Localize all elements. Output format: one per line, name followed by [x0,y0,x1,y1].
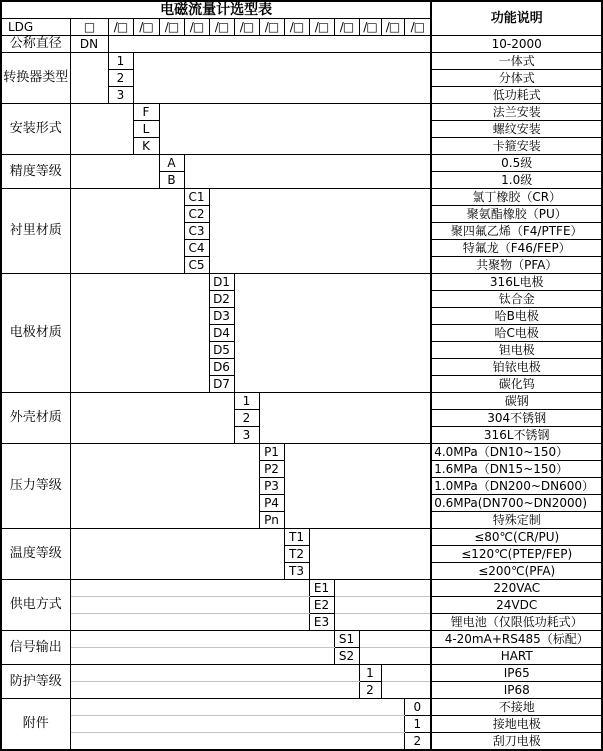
model-code-box: /□ [133,19,159,36]
model-code-box: /□ [284,19,309,36]
option-function: 24VDC [431,597,602,614]
model-code-box: /□ [334,19,359,36]
option-function: 低功耗式 [431,87,602,104]
option-function: ≤120℃(PTEP/FEP) [431,546,602,563]
option-function: 4.0MPa（DN10~150） [431,444,602,461]
option-code: P4 [259,495,284,512]
spacer [70,104,133,155]
option-code: D5 [209,342,234,359]
table-row [1,648,602,665]
option-code: 2 [404,733,431,751]
option-code: 1 [234,393,259,410]
spacer [309,529,431,580]
spacer [70,614,309,631]
spacer [70,393,234,444]
spacer [70,580,309,597]
spacer [70,597,309,614]
spacer [70,631,334,648]
option-function: 钽电极 [431,342,602,359]
table-row [1,529,602,546]
spacer [334,614,431,631]
option-function: 哈C电极 [431,325,602,342]
option-function: 氯丁橡胶（CR） [431,189,602,206]
spacer [133,53,431,104]
option-function: 1.6MPa（DN15~150） [431,461,602,478]
table-row [1,682,602,699]
option-code: 2 [234,410,259,427]
option-function: 1.0级 [431,172,602,189]
option-function: 特殊定制 [431,512,602,529]
spacer [70,716,404,733]
option-code: C5 [184,257,209,274]
option-code: T2 [284,546,309,563]
option-function: 钛合金 [431,291,602,308]
option-code: E2 [309,597,334,614]
option-function: 锂电池（仅限低功耗式） [431,614,602,631]
option-code: K [133,138,159,155]
category-label: 电极材质 [1,274,70,393]
option-function: 碳化钨 [431,376,602,393]
category-label: 衬里材质 [1,189,70,274]
spacer [70,189,184,274]
option-function: 接地电极 [431,716,602,733]
model-code-box: □ [70,19,108,36]
option-code: C3 [184,223,209,240]
table-row [1,274,602,291]
option-function: 10-2000 [431,36,602,53]
spacer [359,631,431,648]
table-row [1,104,602,121]
table-row [1,580,602,597]
category-label: 信号输出 [1,631,70,665]
model-code-box: /□ [209,19,234,36]
spacer [70,274,209,393]
option-function: IP68 [431,682,602,699]
category-label: 压力等级 [1,444,70,529]
spacer [334,580,431,597]
option-function: HART [431,648,602,665]
spacer [70,648,334,665]
table-row [1,36,602,53]
option-function: ≤80℃(CR/PU) [431,529,602,546]
option-code: T1 [284,529,309,546]
option-code: D7 [209,376,234,393]
option-function: 聚氨酯橡胶（PU） [431,206,602,223]
option-code: T3 [284,563,309,580]
option-code: D4 [209,325,234,342]
spacer [381,682,431,699]
model-code-box: /□ [404,19,431,36]
model-prefix: LDG [1,19,70,36]
category-label: 防护等级 [1,665,70,699]
category-label: 温度等级 [1,529,70,580]
option-function: 铂铱电极 [431,359,602,376]
table-row [1,699,602,716]
spacer [184,155,431,189]
option-function: IP65 [431,665,602,682]
category-label: 外壳材质 [1,393,70,444]
table-row [1,155,602,172]
table-row [1,444,602,461]
table-row [1,53,602,70]
option-function: 共聚物（PFA） [431,257,602,274]
option-function: 0.5级 [431,155,602,172]
category-label: 转换器类型 [1,53,70,104]
spacer [70,529,284,580]
option-code: 1 [404,716,431,733]
option-code: D6 [209,359,234,376]
table-row [1,733,602,751]
option-code: D2 [209,291,234,308]
spacer [70,155,159,189]
spacer [108,36,431,53]
option-code: E3 [309,614,334,631]
option-function: 不接地 [431,699,602,716]
spacer [70,682,359,699]
option-code: 2 [359,682,381,699]
option-code: 3 [108,87,133,104]
option-code: L [133,121,159,138]
table-row [1,393,602,410]
table-body [1,1,602,750]
option-function: 卡箍安装 [431,138,602,155]
category-label: 安装形式 [1,104,70,155]
option-function: 哈B电极 [431,308,602,325]
option-code: P3 [259,478,284,495]
option-code: 1 [359,665,381,682]
table-row [1,189,602,206]
table-row [1,716,602,733]
option-code: C4 [184,240,209,257]
spacer [284,444,431,529]
spacer [70,444,259,529]
option-function: 碳钢 [431,393,602,410]
table-row [1,1,602,19]
option-code: 3 [234,427,259,444]
model-code-box: /□ [108,19,133,36]
spacer [381,665,431,682]
option-code: C1 [184,189,209,206]
option-function: 刮刀电极 [431,733,602,751]
option-code: E1 [309,580,334,597]
model-code-box: /□ [184,19,209,36]
option-function: 220VAC [431,580,602,597]
category-label: 精度等级 [1,155,70,189]
option-code: C2 [184,206,209,223]
table-row [1,665,602,682]
option-function: 聚四氟乙烯（F4/PTFE） [431,223,602,240]
model-code-box: /□ [309,19,334,36]
option-code: 2 [108,70,133,87]
option-function: 304不锈钢 [431,410,602,427]
model-code-box: /□ [381,19,404,36]
option-code: 0 [404,699,431,716]
option-function: 特氟龙（F46/FEP） [431,240,602,257]
option-code: Pn [259,512,284,529]
option-function: 316L电极 [431,274,602,291]
spacer [209,189,431,274]
option-function: 分体式 [431,70,602,87]
table-row [1,597,602,614]
page-title: 电磁流量计选型表 [1,1,431,19]
table-row [1,631,602,648]
spacer [259,393,431,444]
option-code: P2 [259,461,284,478]
table-row [1,614,602,631]
option-function: 1.0MPa（DN200~DN600） [431,478,602,495]
category-label: 供电方式 [1,580,70,631]
model-code-box: /□ [259,19,284,36]
option-code: P1 [259,444,284,461]
option-code: S2 [334,648,359,665]
option-code: 1 [108,53,133,70]
option-function: 一体式 [431,53,602,70]
option-code: A [159,155,184,172]
option-function: 4-20mA+RS485（标配） [431,631,602,648]
option-code: B [159,172,184,189]
spacer [70,733,404,751]
option-code: S1 [334,631,359,648]
spacer [159,104,431,155]
model-code-box: /□ [159,19,184,36]
option-function: 螺纹安装 [431,121,602,138]
option-code: F [133,104,159,121]
model-code-box: /□ [359,19,381,36]
spacer [70,53,108,104]
category-label: 附件 [1,699,70,751]
option-function: ≤200℃(PFA) [431,563,602,580]
option-code: D3 [209,308,234,325]
function-column-header: 功能说明 [431,1,602,36]
category-label: 公称直径 [1,36,70,53]
option-function: 316L不锈钢 [431,427,602,444]
spacer [359,648,431,665]
option-function: 0.6MPa(DN700~DN2000) [431,495,602,512]
model-code-box: /□ [234,19,259,36]
option-code: D1 [209,274,234,291]
option-function: 法兰安装 [431,104,602,121]
spacer [70,699,404,716]
spacer [334,597,431,614]
option-code: DN [70,36,108,53]
spacer [234,274,431,393]
spacer [70,665,359,682]
